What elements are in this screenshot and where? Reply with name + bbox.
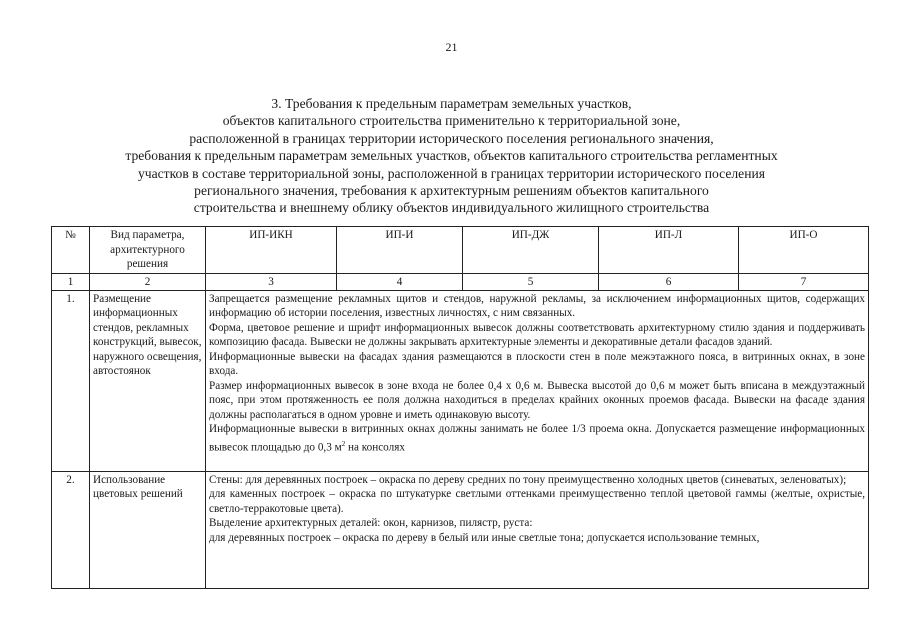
requirement-paragraph: Выделение архитектурных деталей: окон, карнизов, пилястр, руста:: [209, 517, 533, 529]
column-index-row: [52, 273, 869, 290]
requirement-paragraph: для деревянных построек – окраска по дереву в белый или иные светлые тона; допускается использование темных,: [209, 531, 760, 544]
row-param: Размещение информационных стендов, рекламных конструкций, вывесок, наружного освещения, автостоянок: [90, 290, 206, 471]
header-zone-o: ИП-О: [739, 227, 869, 274]
header-param: Вид параметра, архитектурного решения: [90, 227, 206, 274]
header-zone-i: ИП-И: [337, 227, 463, 274]
table-row: [52, 290, 869, 471]
col-index: 5: [463, 273, 599, 290]
header-num: №: [52, 227, 90, 274]
superscript-2: 2: [341, 439, 346, 448]
header-zone-dzh: ИП-ДЖ: [463, 227, 599, 274]
requirement-paragraph: Информационные вывески на фасадах здания размещаются в плоскости стен в поле межэтажного пояса, в витринных окнах, в зоне входа.: [209, 350, 865, 377]
col-index: 4: [337, 273, 463, 290]
requirement-paragraph: Размер информационных вывесок в зоне входа не более 0,4 х 0,6 м. Вывеска высотой до 0,6 м может быть вписана в междуэтажный пояс, при этом протяженность ее поля должна находиться в пределах крайних оконных проемов фасада. Вывески на фасаде здания должны располагаться в одном уровне и иметь одинаковую высоту.: [209, 379, 865, 421]
row-param: Использование цветовых решений: [90, 471, 206, 588]
requirement-text: Информационные вывески в витринных окнах должны занимать не более 1/3 проема окна. Допускается размещение информационных вывесок площадью до 0,3 м: [209, 423, 865, 454]
requirement-paragraph: Форма, цветовое решение и шрифт информационных вывесок должны соответствовать архитектурному стилю здания и поддерживать композицию фасада. Вывески не должны закрывать архитектурные элементы и декоративные детали фасадов зданий.: [209, 321, 865, 348]
heading-line: 3. Требования к предельным параметрам земельных участков,: [271, 96, 632, 111]
heading-line: регионального значения, требования к архитектурным решениям объектов капитального: [194, 183, 709, 199]
col-index: 2: [90, 273, 206, 290]
col-index: 6: [599, 273, 739, 290]
page-number: 21: [445, 40, 458, 54]
heading-line: требования к предельным параметрам земельных участков, объектов капитального строительства регламентных: [125, 148, 778, 164]
heading-line: расположенной в границах территории исторического поселения регионального значения,: [189, 130, 714, 146]
heading-line: участков в составе территориальной зоны, расположенной в границах территории исторического поселения: [137, 165, 766, 181]
row-number: 2.: [52, 471, 90, 588]
row-number: 1.: [52, 290, 90, 471]
section-heading: [40, 95, 863, 217]
requirement-paragraph: Стены: для деревянных построек – окраска по дереву средних по тону преимущественно холодных цветов (синеватых, зеленоватых);: [209, 473, 847, 486]
col-index: 3: [206, 273, 337, 290]
heading-line: объектов капитального строительства применительно к территориальной зоне,: [222, 113, 681, 129]
table-header-row: [52, 227, 869, 274]
header-zone-l: ИП-Л: [599, 227, 739, 274]
table-row: [52, 471, 869, 588]
row-requirements: [206, 290, 869, 471]
requirements-table: [51, 226, 869, 589]
heading-line: строительства и внешнему облику объектов индивидуального жилищного строительства: [193, 200, 710, 216]
requirement-text-tail: на консолях: [345, 441, 405, 454]
row-requirements: [206, 471, 869, 588]
requirement-paragraph: [209, 422, 865, 455]
requirement-paragraph: Запрещается размещение рекламных щитов и стендов, наружной рекламы, за исключением информационных щитов, содержащих информацию об истории поселения, известных личностях, с ним связанных.: [209, 292, 865, 319]
header-zone-ikn: ИП-ИКН: [206, 227, 337, 274]
requirement-paragraph: для каменных построек – окраска по штукатурке светлыми оттенками преимущественно теплой цветовой гаммы (желтые, охристые, светло-терракотовые цвета).: [209, 488, 865, 515]
col-index: 1: [52, 273, 90, 290]
col-index: 7: [739, 273, 869, 290]
